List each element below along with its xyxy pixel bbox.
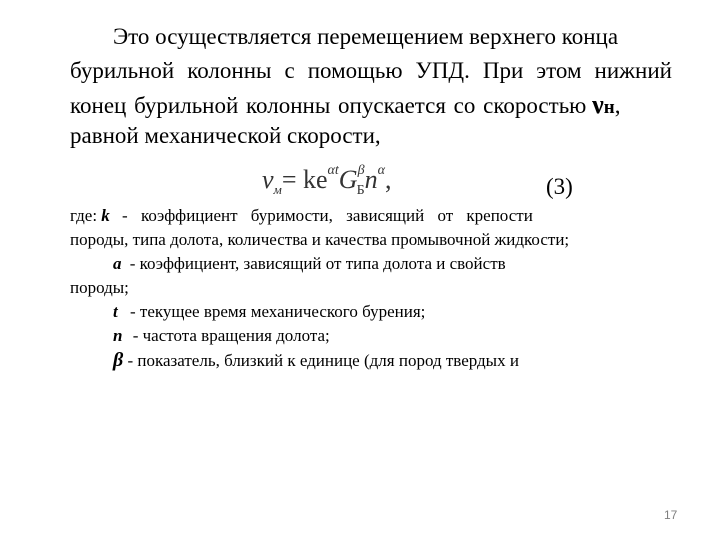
paragraph-line-2: бурильной колонны с помощью УПД. При этом нижний: [70, 58, 672, 83]
paragraph-line-1: Это осуществляется перемещением верхнего конца: [113, 24, 619, 49]
page-number: 17: [664, 508, 678, 522]
definition-a-continued: породы;: [70, 278, 129, 297]
variable-beta: β: [113, 349, 124, 371]
paragraph-line-4: равной механической скорости,: [70, 123, 381, 148]
formula-number: (3): [546, 174, 573, 199]
formula: $v_м= ke^{\alpha t}G^\beta_Бn^\alpha$,: [262, 163, 392, 199]
variable-t: t: [113, 302, 118, 321]
paragraph-line-3-text: конец бурильной колонны опускается со скоростью: [70, 93, 587, 118]
definition-beta: β - показатель, близкий к единице (для пород твердых и: [113, 349, 519, 371]
variable-n: n: [113, 326, 123, 345]
paragraph-line-3: [70, 90, 672, 122]
definition-a: a - коэффициент, зависящий от типа долота и свойств: [113, 254, 506, 273]
definition-t: t - текущее время механического бурения;: [113, 302, 426, 321]
paragraph-line-3-end: ,: [614, 93, 621, 118]
definition-k-continued: породы, типа долота, количества и качества промывочной жидкости;: [70, 230, 570, 249]
definition-k: где: k - коэффициент буримости, зависящий от крепости: [70, 206, 533, 225]
variable-a: a: [113, 254, 122, 273]
speed-symbol: νн: [592, 90, 615, 119]
variable-k: k: [101, 206, 110, 225]
definition-n: n - частота вращения долота;: [113, 326, 330, 345]
